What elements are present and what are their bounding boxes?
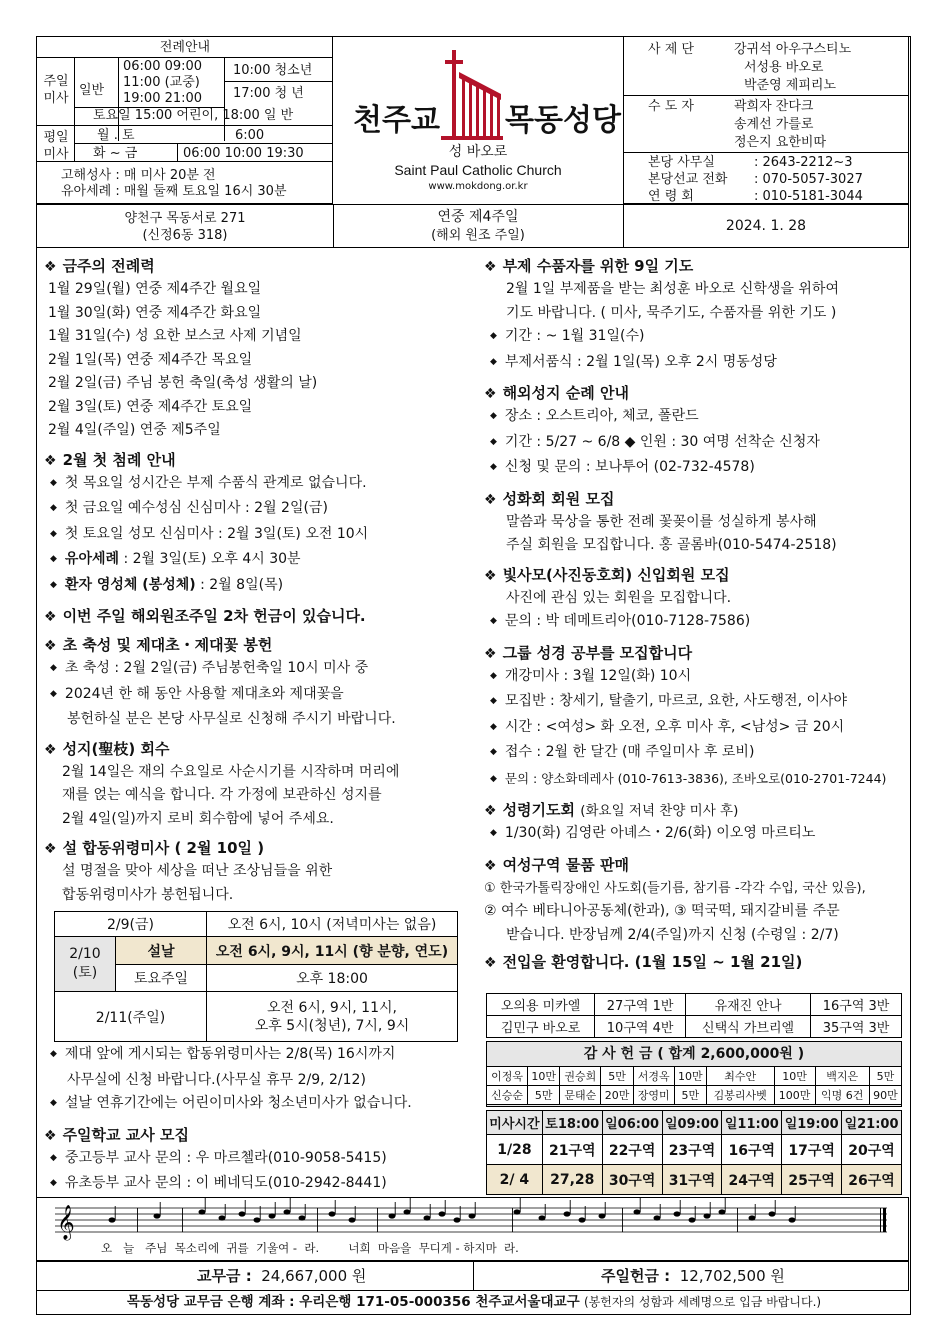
young-adult-mass-time: 17:00 청 년 xyxy=(233,86,304,101)
legion-label: 연 령 회 xyxy=(648,189,694,204)
music-note xyxy=(439,1211,446,1216)
section-overseas-aid-title: ❖ 이번 주일 해외원조주일 2차 헌금이 있습니다. xyxy=(44,605,474,628)
palm-return-text: 2월 4일(일)까지 로비 회수함에 넣어 주세요. xyxy=(62,810,334,827)
thanks-cell: 익명 6건 xyxy=(815,1086,869,1105)
schedule-cell: 30구역 xyxy=(602,1165,662,1195)
mass-schedule-title: 전례안내 xyxy=(159,40,211,55)
schedule-cell: 21구역 xyxy=(542,1135,602,1165)
flower-guild-text: 주실 회원을 모집합니다. 홍 골롬바(010-5474-2518) xyxy=(506,537,837,553)
first-devotion-item: ◆ 환자 영성체 (봉성체) : 2월 8일(목) xyxy=(50,574,474,600)
music-note xyxy=(254,1217,261,1222)
music-note xyxy=(219,1215,226,1220)
address-date-bar xyxy=(36,204,909,248)
church-english-name: Saint Paul Catholic Church xyxy=(394,162,562,178)
liturgy-title: 연중 제4주일 xyxy=(437,209,519,225)
sunday-times-3: 19:00 21:00 xyxy=(123,91,203,106)
church-building-icon xyxy=(441,50,503,142)
weekly-liturgy-item: 1월 31일(수) 성 요한 보스코 사제 기념일 xyxy=(48,328,302,344)
legion-phone: : 010-5181-3044 xyxy=(754,189,863,204)
memorial-mass-text: 합동위령미사가 봉헌됩니다. xyxy=(62,886,234,903)
schedule-cell: 16구역 xyxy=(722,1135,782,1165)
welcome-cell: 35구역 3반 xyxy=(811,1016,902,1038)
right-column xyxy=(484,255,904,974)
section-flower-guild-title: ❖ 성화회 회원 모집 xyxy=(484,488,904,511)
thanks-cell: 이정욱 xyxy=(487,1067,528,1086)
bar-line xyxy=(737,1208,738,1232)
thanks-offering-title: 감 사 헌 금 ( 합계 2,600,000원 ) xyxy=(583,1046,805,1062)
memorial-row4-date: 2/11(주일) xyxy=(55,992,207,1042)
youth-mass-time: 10:00 청소년 xyxy=(233,63,313,78)
left-column xyxy=(44,255,474,907)
music-note xyxy=(389,1213,396,1218)
section-palm-return-title: ❖ 성지(聖枝) 회수 xyxy=(44,738,474,761)
womens-sale-text: ② 여수 베타니아공동체(한과), ③ 떡국떡, 돼지갈비를 주문 xyxy=(484,903,840,919)
music-note xyxy=(579,1217,586,1222)
schedule-cell: 26구역 xyxy=(842,1165,902,1195)
thanks-offering-table xyxy=(486,1066,902,1105)
thanks-cell: 10만 xyxy=(674,1067,706,1086)
weekly-liturgy-item: 2월 2일(금) 주님 봉헌 축일(축성 생활의 날) xyxy=(48,375,318,391)
candle-item-cont: 봉헌하실 분은 본당 사무실로 신청해 주시기 바랍니다. xyxy=(67,711,396,727)
section-welcome-title: ❖ 전입을 환영합니다. (1월 15일 ~ 1월 21일) xyxy=(484,951,904,974)
weekly-liturgy-item: 2월 3일(토) 연중 제4주간 토요일 xyxy=(48,398,253,415)
left-column-lower xyxy=(44,1043,474,1198)
weekday-mass-label: 평일미사 xyxy=(43,130,69,162)
section-memorial-mass-title: ❖ 설 합동위령미사 ( 2월 10일 ) xyxy=(44,837,474,860)
thanks-cell: 장영미 xyxy=(633,1086,674,1105)
welcome-cell: 16구역 3반 xyxy=(811,994,902,1016)
music-note xyxy=(269,1213,276,1218)
priest-3: 박준영 제피리노 xyxy=(744,78,837,93)
sunday-general-label: 일반 xyxy=(79,83,105,98)
mission-phone: : 070-5057-3027 xyxy=(754,172,863,187)
section-sunday-school-title: ❖ 주일학교 교사 모집 xyxy=(44,1124,474,1147)
schedule-header-cell: 일21:00 xyxy=(842,1111,902,1135)
confession-info: 고해성사 : 매 미사 20분 전 xyxy=(61,168,216,183)
thanks-cell: 100만 xyxy=(774,1086,815,1105)
candle-item: ◆ 초 축성 : 2월 2일(금) 주님봉헌축일 10시 미사 중 xyxy=(50,657,474,683)
weekly-liturgy-item: 2월 4일(주일) 연중 제5주일 xyxy=(48,422,221,438)
thanks-cell: 백지은 xyxy=(815,1067,869,1086)
weekly-liturgy-item: 2월 1일(목) 연중 제4주간 목요일 xyxy=(48,351,253,368)
music-note xyxy=(109,1217,116,1222)
first-devotion-item: ◆ 첫 목요일 성시간은 부제 수품식 관계로 없습니다. xyxy=(50,472,474,498)
section-prayer-meeting-title: ❖ 성령기도회 (화요일 저녁 찬양 미사 후) xyxy=(484,799,904,822)
priest-1: 강귀석 아우구스티노 xyxy=(734,42,852,57)
deacon-prayer-item: ◆ 부제서품식 : 2월 1일(목) 오후 2시 명동성당 xyxy=(490,351,904,377)
music-note xyxy=(689,1217,696,1222)
schedule-header-cell: 일09:00 xyxy=(662,1111,722,1135)
bank-account-info: 목동성당 교무금 은행 계좌 : 우리은행 171-05-000356 천주교서울대교구 (봉헌자의 성함과 세례명으로 입금 바랍니다.) xyxy=(126,1294,822,1310)
priest-2: 서성용 바오로 xyxy=(744,60,824,75)
flower-guild-text: 말씀과 묵상을 통한 전례 꽃꽂이를 성실하게 봉사해 xyxy=(506,513,817,530)
memorial-row4-times: 오전 6시, 9시, 11시, 오후 5시(청년), 7시, 9시 xyxy=(207,992,458,1042)
prayer-meeting-item: ◆ 1/30(화) 김영란 아녜스・2/6(화) 이오영 마르티노 xyxy=(490,822,904,848)
schedule-cell: 17구역 xyxy=(782,1135,842,1165)
memorial-row2-time: 오전 6시, 9시, 11시 (향 분향, 연도) xyxy=(207,937,458,965)
clergy-contact-box xyxy=(623,36,909,204)
schedule-cell: 22구역 xyxy=(602,1135,662,1165)
thanks-cell: 20만 xyxy=(601,1086,633,1105)
schedule-cell: 20구역 xyxy=(842,1135,902,1165)
music-note xyxy=(199,1209,206,1214)
address-line-2: (신정6동 318) xyxy=(142,228,228,243)
pilgrimage-item: ◆ 신청 및 문의 : 보나투어 (02-732-4578) xyxy=(490,456,904,482)
music-staff-box xyxy=(36,1197,909,1261)
office-phone: : 2643-2212~3 xyxy=(754,155,853,170)
music-note xyxy=(154,1213,161,1218)
thanks-cell: 5만 xyxy=(528,1086,560,1105)
music-note xyxy=(539,1215,546,1220)
memorial-row1-time: 오전 6시, 10시 (저녁미사는 없음) xyxy=(207,912,458,937)
bar-line xyxy=(137,1208,138,1232)
thanks-cell: 김봉리사벳 xyxy=(706,1086,774,1105)
music-note xyxy=(424,1215,431,1220)
music-note xyxy=(719,1209,726,1214)
bar-line xyxy=(317,1208,318,1232)
music-note xyxy=(239,1211,246,1216)
bible-study-item: ◆ 개강미사 : 3월 12일(화) 10시 xyxy=(490,665,904,691)
schedule-cell: 2/ 4 xyxy=(487,1165,543,1195)
church-website: www.mokdong.or.kr xyxy=(428,181,528,192)
music-note xyxy=(704,1213,711,1218)
thanks-cell: 권승희 xyxy=(560,1067,601,1086)
weekday-row2-days: 화 ~ 금 xyxy=(93,146,138,161)
section-pilgrimage-title: ❖ 해외성지 순례 안내 xyxy=(484,382,904,405)
photo-club-text: 사진에 관심 있는 회원을 모집합니다. xyxy=(506,589,732,606)
thanks-cell: 10만 xyxy=(528,1067,560,1086)
memorial-row3-day: 토요주일 xyxy=(116,965,207,992)
music-note xyxy=(564,1211,571,1216)
memorial-note-cont: 사무실에 신청 바랍니다.(사무실 휴무 2/9, 2/12) xyxy=(67,1071,366,1088)
palm-return-text: 2월 14일은 재의 수요일로 사순시기를 시작하며 머리에 xyxy=(62,763,400,780)
music-note xyxy=(749,1215,756,1220)
music-note xyxy=(404,1209,411,1214)
memorial-note: ◆ 설날 연휴기간에는 어린이미사와 청소년미사가 없습니다. xyxy=(50,1092,474,1118)
schedule-cell: 23구역 xyxy=(662,1135,722,1165)
religious-1: 곽희자 잔다크 xyxy=(734,99,814,114)
sunday-times-1: 06:00 09:00 xyxy=(123,59,203,74)
treble-clef-icon: 𝄞 xyxy=(57,1205,75,1240)
thanks-cell: 최수안 xyxy=(706,1067,774,1086)
thanks-cell: 5만 xyxy=(601,1067,633,1086)
music-note xyxy=(599,1213,606,1218)
priest-label: 사 제 단 xyxy=(648,42,694,57)
music-note xyxy=(469,1213,476,1218)
bible-study-item: ◆ 시간 : <여성> 화 오전, 오후 미사 후, <남성> 금 20시 xyxy=(490,716,904,742)
music-note xyxy=(634,1209,641,1214)
mission-label: 본당선교 전화 xyxy=(648,172,728,187)
sunday-offering-total: 주일헌금 : 12,702,500 원 xyxy=(601,1267,785,1285)
religious-label: 수 도 자 xyxy=(648,99,694,114)
thanks-cell: 5만 xyxy=(869,1067,901,1086)
music-note xyxy=(789,1217,796,1222)
mass-duty-schedule-table xyxy=(486,1110,902,1195)
schedule-header-cell: 일19:00 xyxy=(782,1111,842,1135)
welcome-cell: 10구역 4반 xyxy=(595,1016,686,1038)
weekly-liturgy-item: 1월 29일(월) 연중 제4주간 월요일 xyxy=(48,281,262,297)
weekday-row2-time: 06:00 10:00 19:30 xyxy=(183,146,304,161)
music-note xyxy=(514,1209,521,1214)
sunday-mass-label: 주일미사 xyxy=(43,74,69,106)
candle-item: ◆ 2024년 한 해 동안 사용할 제대초와 제대꽃을 xyxy=(50,683,474,709)
church-name-left: 천주교 xyxy=(353,103,440,138)
memorial-mass-text: 설 명절을 맞아 세상을 떠난 조상님들을 위한 xyxy=(62,863,333,879)
bible-study-item: ◆ 접수 : 2월 한 달간 (매 주일미사 후 로비) xyxy=(490,741,904,767)
first-devotion-item: ◆ 첫 토요일 성모 신심미사 : 2월 3일(토) 오전 10시 xyxy=(50,523,474,549)
music-note xyxy=(674,1211,681,1216)
section-candle-flower-title: ❖ 초 축성 및 제대초・제대꽃 봉헌 xyxy=(44,634,474,657)
first-devotion-item: ◆ 첫 금요일 예수성심 신심미사 : 2월 2일(금) xyxy=(50,497,474,523)
first-devotion-item: ◆ 유아세례 : 2월 3일(토) 오후 4시 30분 xyxy=(50,548,474,574)
bar-line xyxy=(883,1208,886,1232)
deacon-prayer-text: 2월 1일 부제품을 받는 최성훈 바오로 신학생을 위하여 xyxy=(506,281,839,297)
bar-line xyxy=(512,1208,513,1232)
bulletin-date: 2024. 1. 28 xyxy=(725,218,807,234)
religious-2: 송계선 가를로 xyxy=(734,117,814,132)
thanks-cell: 신승순 xyxy=(487,1086,528,1105)
memorial-mass-table xyxy=(54,911,458,1042)
welcome-cell: 신택식 가브리엘 xyxy=(686,1016,811,1038)
thanks-cell: 10만 xyxy=(774,1067,815,1086)
pilgrimage-item: ◆ 장소 : 오스트리아, 체코, 폴란드 xyxy=(490,405,904,431)
schedule-header-cell: 일06:00 xyxy=(602,1111,662,1135)
music-note xyxy=(329,1211,336,1216)
sunday-school-item: ◆ 유초등부 교사 문의 : 이 베네딕도(010-2942-8441) xyxy=(50,1172,474,1198)
patron-saint: 성 바오로 xyxy=(448,144,508,160)
weekday-row1-time: 6:00 xyxy=(235,128,265,143)
schedule-cell: 1/28 xyxy=(487,1135,543,1165)
mass-schedule-box xyxy=(36,36,333,204)
schedule-header-cell: 토18:00 xyxy=(542,1111,602,1135)
memorial-row2-date: 2/10 (토) xyxy=(55,937,116,992)
womens-sale-text: ① 한국가톨릭장애인 사도회(들기름, 참기름 -각각 수입, 국산 있음), xyxy=(484,880,866,896)
bar-line xyxy=(182,1208,183,1232)
photo-club-item: ◆ 문의 : 박 데메트리아(010-7128-7586) xyxy=(490,610,904,636)
section-womens-sale-title: ❖ 여성구역 물품 판매 xyxy=(484,854,904,877)
schedule-cell: 25구역 xyxy=(782,1165,842,1195)
schedule-cell: 31구역 xyxy=(662,1165,722,1195)
thanks-cell: 문태순 xyxy=(560,1086,601,1105)
schedule-header-cell: 일11:00 xyxy=(722,1111,782,1135)
womens-sale-text: 받습니다. 반장님께 2/4(주일)까지 신청 (수령일 : 2/7) xyxy=(506,926,839,943)
infant-baptism-info: 유아세례 : 매월 둘째 토요일 16시 30분 xyxy=(61,184,287,199)
music-note xyxy=(654,1215,661,1220)
memorial-note: ◆ 제대 앞에 게시되는 합동위령미사는 2/8(목) 16시까지 xyxy=(50,1043,474,1069)
pilgrimage-item: ◆ 기간 : 5/27 ~ 6/8 ◆ 인원 : 30 여명 선착순 신청자 xyxy=(490,431,904,457)
music-note xyxy=(769,1211,776,1216)
bar-line xyxy=(377,1208,378,1232)
music-note xyxy=(284,1209,291,1214)
section-weekly-liturgy-title: ❖ 금주의 전례력 xyxy=(44,255,474,278)
weekly-liturgy-list xyxy=(44,278,474,443)
office-label: 본당 사무실 xyxy=(648,155,715,170)
sunday-school-item: ◆ 중고등부 교사 문의 : 우 마르첼라(010-9058-5415) xyxy=(50,1147,474,1173)
welcome-cell: 오의용 미카엘 xyxy=(487,994,595,1016)
thanks-cell: 서경옥 xyxy=(633,1067,674,1086)
hymn-lyrics: 오 늘 주님 목소리에 귀를 기울여 - 라. 너희 마음을 무디게 - 하지마 라. xyxy=(101,1241,519,1255)
address-line-1: 양천구 목동서로 271 xyxy=(124,211,246,226)
thanks-cell: 5만 xyxy=(674,1086,706,1105)
music-note xyxy=(299,1215,306,1220)
section-first-devotion-title: ❖ 2월 첫 첨례 안내 xyxy=(44,449,474,472)
memorial-row1-date: 2/9(금) xyxy=(55,912,207,937)
schedule-cell: 27,28 xyxy=(542,1165,602,1195)
music-note xyxy=(349,1217,356,1222)
schedule-header-cell: 미사시간 xyxy=(487,1111,543,1135)
weekday-row1-days: 월 . 토 xyxy=(97,128,135,143)
welcome-table xyxy=(486,993,902,1038)
saturday-mass-note: 토요일 15:00 어린이, 18:00 일 반 xyxy=(93,108,294,123)
bible-study-item: ◆ 문의 : 양소화데레사 (010-7613-3836), 조바오로(010-2701-7244) xyxy=(490,767,904,794)
deacon-prayer-item: ◆ 기간 : ~ 1월 31일(수) xyxy=(490,325,904,351)
memorial-row2-day: 설날 xyxy=(116,937,207,965)
welcome-cell: 유재진 안나 xyxy=(686,994,811,1016)
bar-line xyxy=(880,1208,881,1232)
church-name-right: 목동성당 xyxy=(505,103,621,138)
finance-bar xyxy=(36,1261,909,1291)
sunday-times-2: 11:00 (교중) xyxy=(123,75,200,90)
welcome-cell: 27구역 1반 xyxy=(595,994,686,1016)
bar-line xyxy=(622,1208,623,1232)
schedule-cell: 24구역 xyxy=(722,1165,782,1195)
church-fund-total: 교무금 : 24,667,000 원 xyxy=(197,1267,367,1285)
church-logo-area xyxy=(333,36,623,204)
welcome-cell: 김민구 바오로 xyxy=(487,1016,595,1038)
thanks-cell: 90만 xyxy=(869,1086,901,1105)
weekly-liturgy-item: 1월 30일(화) 연중 제4주간 화요일 xyxy=(48,304,262,321)
music-note xyxy=(454,1217,461,1222)
palm-return-text: 재를 얹는 예식을 합니다. 각 가정에 보관하신 성지를 xyxy=(62,787,382,803)
section-deacon-prayer-title: ❖ 부제 수품자를 위한 9일 기도 xyxy=(484,255,904,278)
section-bible-study-title: ❖ 그룹 성경 공부를 모집합니다 xyxy=(484,642,904,665)
section-photo-club-title: ❖ 빛사모(사진동호회) 신입회원 모집 xyxy=(484,564,904,587)
memorial-row3-time: 오후 18:00 xyxy=(207,965,458,992)
religious-3: 정은지 요한비따 xyxy=(734,135,827,150)
deacon-prayer-text: 기도 바랍니다. ( 미사, 묵주기도, 수품자를 위한 기도 ) xyxy=(506,304,837,321)
liturgy-subtitle: (해외 원조 주일) xyxy=(431,228,525,243)
bible-study-item: ◆ 모집반 : 창세기, 탈출기, 마르코, 요한, 사도행전, 이사야 xyxy=(490,690,904,716)
